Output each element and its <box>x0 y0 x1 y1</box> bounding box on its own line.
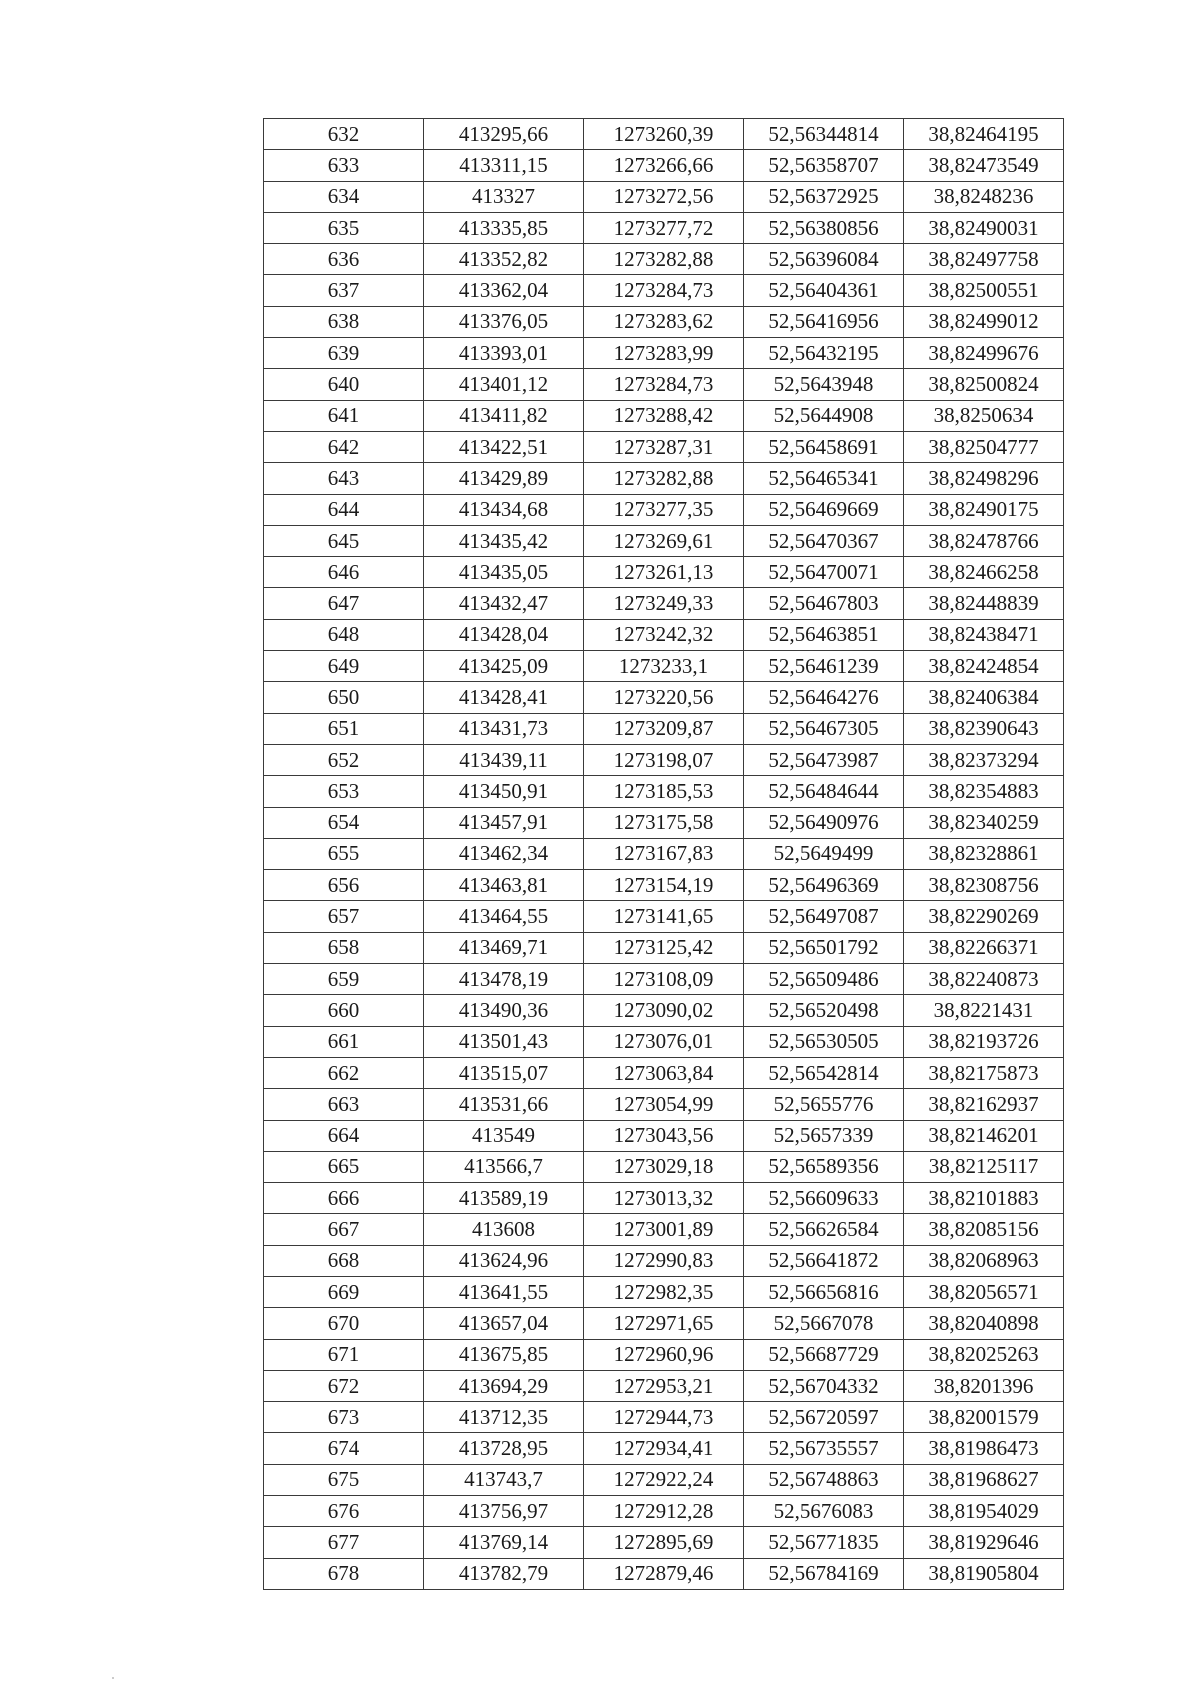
y-coordinate-cell: 1273209,87 <box>584 713 744 744</box>
y-coordinate-cell: 1272912,28 <box>584 1496 744 1527</box>
longitude-cell: 38,82500824 <box>904 369 1064 400</box>
y-coordinate-cell: 1273261,13 <box>584 557 744 588</box>
y-coordinate-cell: 1273076,01 <box>584 1026 744 1057</box>
latitude-cell: 52,56464276 <box>744 682 904 713</box>
longitude-cell: 38,8201396 <box>904 1370 1064 1401</box>
table-row <box>264 1558 1064 1589</box>
y-coordinate-cell: 1273287,31 <box>584 431 744 462</box>
x-coordinate-cell: 413429,89 <box>424 463 584 494</box>
longitude-cell: 38,82438471 <box>904 619 1064 650</box>
longitude-cell: 38,8250634 <box>904 400 1064 431</box>
point-number-cell: 678 <box>264 1558 424 1589</box>
table-row <box>264 1496 1064 1527</box>
table-row <box>264 932 1064 963</box>
point-number-cell: 635 <box>264 212 424 243</box>
longitude-cell: 38,82175873 <box>904 1057 1064 1088</box>
y-coordinate-cell: 1273108,09 <box>584 964 744 995</box>
y-coordinate-cell: 1273063,84 <box>584 1057 744 1088</box>
table-row <box>264 150 1064 181</box>
y-coordinate-cell: 1273198,07 <box>584 744 744 775</box>
point-number-cell: 655 <box>264 838 424 869</box>
x-coordinate-cell: 413657,04 <box>424 1308 584 1339</box>
point-number-cell: 633 <box>264 150 424 181</box>
longitude-cell: 38,82125117 <box>904 1151 1064 1182</box>
coordinates-table-body <box>264 119 1064 1590</box>
y-coordinate-cell: 1273185,53 <box>584 776 744 807</box>
longitude-cell: 38,82146201 <box>904 1120 1064 1151</box>
table-row <box>264 776 1064 807</box>
table-row <box>264 181 1064 212</box>
point-number-cell: 671 <box>264 1339 424 1370</box>
point-number-cell: 661 <box>264 1026 424 1057</box>
latitude-cell: 52,56626584 <box>744 1214 904 1245</box>
longitude-cell: 38,82101883 <box>904 1183 1064 1214</box>
longitude-cell: 38,82193726 <box>904 1026 1064 1057</box>
point-number-cell: 643 <box>264 463 424 494</box>
y-coordinate-cell: 1273260,39 <box>584 119 744 150</box>
y-coordinate-cell: 1273242,32 <box>584 619 744 650</box>
y-coordinate-cell: 1273013,32 <box>584 1183 744 1214</box>
latitude-cell: 52,56473987 <box>744 744 904 775</box>
y-coordinate-cell: 1273043,56 <box>584 1120 744 1151</box>
y-coordinate-cell: 1272895,69 <box>584 1527 744 1558</box>
point-number-cell: 639 <box>264 338 424 369</box>
table-row <box>264 1464 1064 1495</box>
point-number-cell: 637 <box>264 275 424 306</box>
longitude-cell: 38,82490031 <box>904 212 1064 243</box>
x-coordinate-cell: 413624,96 <box>424 1245 584 1276</box>
y-coordinate-cell: 1273266,66 <box>584 150 744 181</box>
latitude-cell: 52,56458691 <box>744 431 904 462</box>
point-number-cell: 659 <box>264 964 424 995</box>
y-coordinate-cell: 1273125,42 <box>584 932 744 963</box>
table-row <box>264 995 1064 1026</box>
longitude-cell: 38,82490175 <box>904 494 1064 525</box>
table-row <box>264 431 1064 462</box>
table-row <box>264 713 1064 744</box>
x-coordinate-cell: 413501,43 <box>424 1026 584 1057</box>
x-coordinate-cell: 413434,68 <box>424 494 584 525</box>
point-number-cell: 641 <box>264 400 424 431</box>
table-row <box>264 119 1064 150</box>
y-coordinate-cell: 1273272,56 <box>584 181 744 212</box>
latitude-cell: 52,56484644 <box>744 776 904 807</box>
point-number-cell: 634 <box>264 181 424 212</box>
latitude-cell: 52,5676083 <box>744 1496 904 1527</box>
table-row <box>264 525 1064 556</box>
latitude-cell: 52,56490976 <box>744 807 904 838</box>
y-coordinate-cell: 1273282,88 <box>584 244 744 275</box>
longitude-cell: 38,8221431 <box>904 995 1064 1026</box>
x-coordinate-cell: 413728,95 <box>424 1433 584 1464</box>
longitude-cell: 38,81986473 <box>904 1433 1064 1464</box>
y-coordinate-cell: 1272922,24 <box>584 1464 744 1495</box>
x-coordinate-cell: 413743,7 <box>424 1464 584 1495</box>
point-number-cell: 646 <box>264 557 424 588</box>
y-coordinate-cell: 1273282,88 <box>584 463 744 494</box>
longitude-cell: 38,82025263 <box>904 1339 1064 1370</box>
point-number-cell: 651 <box>264 713 424 744</box>
latitude-cell: 52,56463851 <box>744 619 904 650</box>
table-row <box>264 275 1064 306</box>
x-coordinate-cell: 413531,66 <box>424 1089 584 1120</box>
latitude-cell: 52,5667078 <box>744 1308 904 1339</box>
y-coordinate-cell: 1273288,42 <box>584 400 744 431</box>
y-coordinate-cell: 1273284,73 <box>584 275 744 306</box>
longitude-cell: 38,82499676 <box>904 338 1064 369</box>
table-row <box>264 244 1064 275</box>
y-coordinate-cell: 1272944,73 <box>584 1402 744 1433</box>
latitude-cell: 52,56735557 <box>744 1433 904 1464</box>
latitude-cell: 52,56520498 <box>744 995 904 1026</box>
point-number-cell: 640 <box>264 369 424 400</box>
x-coordinate-cell: 413327 <box>424 181 584 212</box>
longitude-cell: 38,82406384 <box>904 682 1064 713</box>
longitude-cell: 38,82390643 <box>904 713 1064 744</box>
point-number-cell: 668 <box>264 1245 424 1276</box>
x-coordinate-cell: 413549 <box>424 1120 584 1151</box>
latitude-cell: 52,56404361 <box>744 275 904 306</box>
y-coordinate-cell: 1273277,35 <box>584 494 744 525</box>
point-number-cell: 662 <box>264 1057 424 1088</box>
y-coordinate-cell: 1273249,33 <box>584 588 744 619</box>
table-row <box>264 588 1064 619</box>
latitude-cell: 52,56470071 <box>744 557 904 588</box>
coordinates-table <box>263 118 1064 1590</box>
point-number-cell: 644 <box>264 494 424 525</box>
table-row <box>264 1245 1064 1276</box>
latitude-cell: 52,56509486 <box>744 964 904 995</box>
longitude-cell: 38,82373294 <box>904 744 1064 775</box>
point-number-cell: 645 <box>264 525 424 556</box>
x-coordinate-cell: 413463,81 <box>424 870 584 901</box>
x-coordinate-cell: 413462,34 <box>424 838 584 869</box>
point-number-cell: 672 <box>264 1370 424 1401</box>
longitude-cell: 38,81929646 <box>904 1527 1064 1558</box>
y-coordinate-cell: 1272971,65 <box>584 1308 744 1339</box>
x-coordinate-cell: 413352,82 <box>424 244 584 275</box>
x-coordinate-cell: 413425,09 <box>424 651 584 682</box>
point-number-cell: 675 <box>264 1464 424 1495</box>
latitude-cell: 52,5644908 <box>744 400 904 431</box>
table-row <box>264 838 1064 869</box>
y-coordinate-cell: 1273283,99 <box>584 338 744 369</box>
table-row <box>264 1026 1064 1057</box>
x-coordinate-cell: 413335,85 <box>424 212 584 243</box>
point-number-cell: 647 <box>264 588 424 619</box>
y-coordinate-cell: 1273283,62 <box>584 306 744 337</box>
table-row <box>264 212 1064 243</box>
x-coordinate-cell: 413712,35 <box>424 1402 584 1433</box>
table-row <box>264 1214 1064 1245</box>
x-coordinate-cell: 413694,29 <box>424 1370 584 1401</box>
longitude-cell: 38,82068963 <box>904 1245 1064 1276</box>
table-row <box>264 338 1064 369</box>
y-coordinate-cell: 1272953,21 <box>584 1370 744 1401</box>
point-number-cell: 632 <box>264 119 424 150</box>
longitude-cell: 38,82498296 <box>904 463 1064 494</box>
longitude-cell: 38,82354883 <box>904 776 1064 807</box>
table-row <box>264 964 1064 995</box>
table-row <box>264 651 1064 682</box>
table-row <box>264 901 1064 932</box>
y-coordinate-cell: 1273233,1 <box>584 651 744 682</box>
point-number-cell: 648 <box>264 619 424 650</box>
y-coordinate-cell: 1272990,83 <box>584 1245 744 1276</box>
table-row <box>264 682 1064 713</box>
table-row <box>264 1057 1064 1088</box>
latitude-cell: 52,56720597 <box>744 1402 904 1433</box>
longitude-cell: 38,82473549 <box>904 150 1064 181</box>
x-coordinate-cell: 413641,55 <box>424 1276 584 1307</box>
x-coordinate-cell: 413431,73 <box>424 713 584 744</box>
table-row <box>264 1527 1064 1558</box>
y-coordinate-cell: 1273054,99 <box>584 1089 744 1120</box>
point-number-cell: 636 <box>264 244 424 275</box>
point-number-cell: 656 <box>264 870 424 901</box>
y-coordinate-cell: 1273154,19 <box>584 870 744 901</box>
latitude-cell: 52,56530505 <box>744 1026 904 1057</box>
longitude-cell: 38,82290269 <box>904 901 1064 932</box>
point-number-cell: 667 <box>264 1214 424 1245</box>
longitude-cell: 38,82085156 <box>904 1214 1064 1245</box>
y-coordinate-cell: 1272934,41 <box>584 1433 744 1464</box>
latitude-cell: 52,56687729 <box>744 1339 904 1370</box>
point-number-cell: 638 <box>264 306 424 337</box>
longitude-cell: 38,82464195 <box>904 119 1064 150</box>
y-coordinate-cell: 1273001,89 <box>584 1214 744 1245</box>
latitude-cell: 52,56589356 <box>744 1151 904 1182</box>
latitude-cell: 52,5655776 <box>744 1089 904 1120</box>
latitude-cell: 52,56396084 <box>744 244 904 275</box>
latitude-cell: 52,56641872 <box>744 1245 904 1276</box>
y-coordinate-cell: 1273167,83 <box>584 838 744 869</box>
table-row <box>264 1120 1064 1151</box>
y-coordinate-cell: 1273284,73 <box>584 369 744 400</box>
latitude-cell: 52,56344814 <box>744 119 904 150</box>
x-coordinate-cell: 413432,47 <box>424 588 584 619</box>
latitude-cell: 52,56469669 <box>744 494 904 525</box>
x-coordinate-cell: 413439,11 <box>424 744 584 775</box>
point-number-cell: 677 <box>264 1527 424 1558</box>
x-coordinate-cell: 413675,85 <box>424 1339 584 1370</box>
point-number-cell: 658 <box>264 932 424 963</box>
y-coordinate-cell: 1273090,02 <box>584 995 744 1026</box>
x-coordinate-cell: 413457,91 <box>424 807 584 838</box>
table-row <box>264 1276 1064 1307</box>
longitude-cell: 38,81954029 <box>904 1496 1064 1527</box>
latitude-cell: 52,56784169 <box>744 1558 904 1589</box>
point-number-cell: 650 <box>264 682 424 713</box>
longitude-cell: 38,82040898 <box>904 1308 1064 1339</box>
latitude-cell: 52,56465341 <box>744 463 904 494</box>
longitude-cell: 38,82308756 <box>904 870 1064 901</box>
latitude-cell: 52,56496369 <box>744 870 904 901</box>
x-coordinate-cell: 413428,04 <box>424 619 584 650</box>
x-coordinate-cell: 413428,41 <box>424 682 584 713</box>
latitude-cell: 52,56467803 <box>744 588 904 619</box>
x-coordinate-cell: 413566,7 <box>424 1151 584 1182</box>
x-coordinate-cell: 413376,05 <box>424 306 584 337</box>
longitude-cell: 38,82162937 <box>904 1089 1064 1120</box>
point-number-cell: 665 <box>264 1151 424 1182</box>
point-number-cell: 676 <box>264 1496 424 1527</box>
x-coordinate-cell: 413362,04 <box>424 275 584 306</box>
longitude-cell: 38,82504777 <box>904 431 1064 462</box>
x-coordinate-cell: 413295,66 <box>424 119 584 150</box>
latitude-cell: 52,56467305 <box>744 713 904 744</box>
point-number-cell: 653 <box>264 776 424 807</box>
latitude-cell: 52,56501792 <box>744 932 904 963</box>
longitude-cell: 38,82499012 <box>904 306 1064 337</box>
latitude-cell: 52,56542814 <box>744 1057 904 1088</box>
latitude-cell: 52,56372925 <box>744 181 904 212</box>
x-coordinate-cell: 413435,05 <box>424 557 584 588</box>
table-row <box>264 1370 1064 1401</box>
x-coordinate-cell: 413464,55 <box>424 901 584 932</box>
table-row <box>264 807 1064 838</box>
y-coordinate-cell: 1273029,18 <box>584 1151 744 1182</box>
table-row <box>264 1183 1064 1214</box>
point-number-cell: 663 <box>264 1089 424 1120</box>
x-coordinate-cell: 413401,12 <box>424 369 584 400</box>
x-coordinate-cell: 413469,71 <box>424 932 584 963</box>
y-coordinate-cell: 1273269,61 <box>584 525 744 556</box>
latitude-cell: 52,5643948 <box>744 369 904 400</box>
y-coordinate-cell: 1273277,72 <box>584 212 744 243</box>
table-row <box>264 1151 1064 1182</box>
x-coordinate-cell: 413756,97 <box>424 1496 584 1527</box>
longitude-cell: 38,82340259 <box>904 807 1064 838</box>
latitude-cell: 52,56497087 <box>744 901 904 932</box>
x-coordinate-cell: 413422,51 <box>424 431 584 462</box>
longitude-cell: 38,82478766 <box>904 525 1064 556</box>
table-row <box>264 1402 1064 1433</box>
longitude-cell: 38,82240873 <box>904 964 1064 995</box>
x-coordinate-cell: 413311,15 <box>424 150 584 181</box>
longitude-cell: 38,81905804 <box>904 1558 1064 1589</box>
table-row <box>264 557 1064 588</box>
longitude-cell: 38,82056571 <box>904 1276 1064 1307</box>
y-coordinate-cell: 1273220,56 <box>584 682 744 713</box>
x-coordinate-cell: 413393,01 <box>424 338 584 369</box>
longitude-cell: 38,81968627 <box>904 1464 1064 1495</box>
point-number-cell: 654 <box>264 807 424 838</box>
longitude-cell: 38,82424854 <box>904 651 1064 682</box>
longitude-cell: 38,82001579 <box>904 1402 1064 1433</box>
x-coordinate-cell: 413411,82 <box>424 400 584 431</box>
x-coordinate-cell: 413450,91 <box>424 776 584 807</box>
table-row <box>264 744 1064 775</box>
x-coordinate-cell: 413490,36 <box>424 995 584 1026</box>
table-row <box>264 463 1064 494</box>
latitude-cell: 52,5649499 <box>744 838 904 869</box>
table-row <box>264 494 1064 525</box>
y-coordinate-cell: 1273175,58 <box>584 807 744 838</box>
table-row <box>264 1308 1064 1339</box>
latitude-cell: 52,56461239 <box>744 651 904 682</box>
x-coordinate-cell: 413589,19 <box>424 1183 584 1214</box>
point-number-cell: 657 <box>264 901 424 932</box>
longitude-cell: 38,82500551 <box>904 275 1064 306</box>
x-coordinate-cell: 413769,14 <box>424 1527 584 1558</box>
x-coordinate-cell: 413478,19 <box>424 964 584 995</box>
y-coordinate-cell: 1272879,46 <box>584 1558 744 1589</box>
table-row <box>264 306 1064 337</box>
table-row <box>264 1433 1064 1464</box>
x-coordinate-cell: 413435,42 <box>424 525 584 556</box>
point-number-cell: 673 <box>264 1402 424 1433</box>
latitude-cell: 52,56748863 <box>744 1464 904 1495</box>
point-number-cell: 669 <box>264 1276 424 1307</box>
longitude-cell: 38,82328861 <box>904 838 1064 869</box>
x-coordinate-cell: 413782,79 <box>424 1558 584 1589</box>
scan-speck <box>112 1677 114 1679</box>
point-number-cell: 642 <box>264 431 424 462</box>
latitude-cell: 52,56358707 <box>744 150 904 181</box>
latitude-cell: 52,56771835 <box>744 1527 904 1558</box>
x-coordinate-cell: 413608 <box>424 1214 584 1245</box>
longitude-cell: 38,82266371 <box>904 932 1064 963</box>
point-number-cell: 649 <box>264 651 424 682</box>
y-coordinate-cell: 1273141,65 <box>584 901 744 932</box>
point-number-cell: 670 <box>264 1308 424 1339</box>
latitude-cell: 52,56470367 <box>744 525 904 556</box>
latitude-cell: 52,56432195 <box>744 338 904 369</box>
table-row <box>264 369 1064 400</box>
longitude-cell: 38,82466258 <box>904 557 1064 588</box>
table-row <box>264 1089 1064 1120</box>
y-coordinate-cell: 1272982,35 <box>584 1276 744 1307</box>
latitude-cell: 52,56704332 <box>744 1370 904 1401</box>
latitude-cell: 52,56380856 <box>744 212 904 243</box>
x-coordinate-cell: 413515,07 <box>424 1057 584 1088</box>
longitude-cell: 38,8248236 <box>904 181 1064 212</box>
point-number-cell: 660 <box>264 995 424 1026</box>
latitude-cell: 52,56416956 <box>744 306 904 337</box>
table-row <box>264 400 1064 431</box>
point-number-cell: 664 <box>264 1120 424 1151</box>
latitude-cell: 52,56656816 <box>744 1276 904 1307</box>
longitude-cell: 38,82497758 <box>904 244 1064 275</box>
table-row <box>264 870 1064 901</box>
latitude-cell: 52,5657339 <box>744 1120 904 1151</box>
latitude-cell: 52,56609633 <box>744 1183 904 1214</box>
point-number-cell: 666 <box>264 1183 424 1214</box>
point-number-cell: 674 <box>264 1433 424 1464</box>
table-row <box>264 619 1064 650</box>
y-coordinate-cell: 1272960,96 <box>584 1339 744 1370</box>
table-row <box>264 1339 1064 1370</box>
longitude-cell: 38,82448839 <box>904 588 1064 619</box>
point-number-cell: 652 <box>264 744 424 775</box>
